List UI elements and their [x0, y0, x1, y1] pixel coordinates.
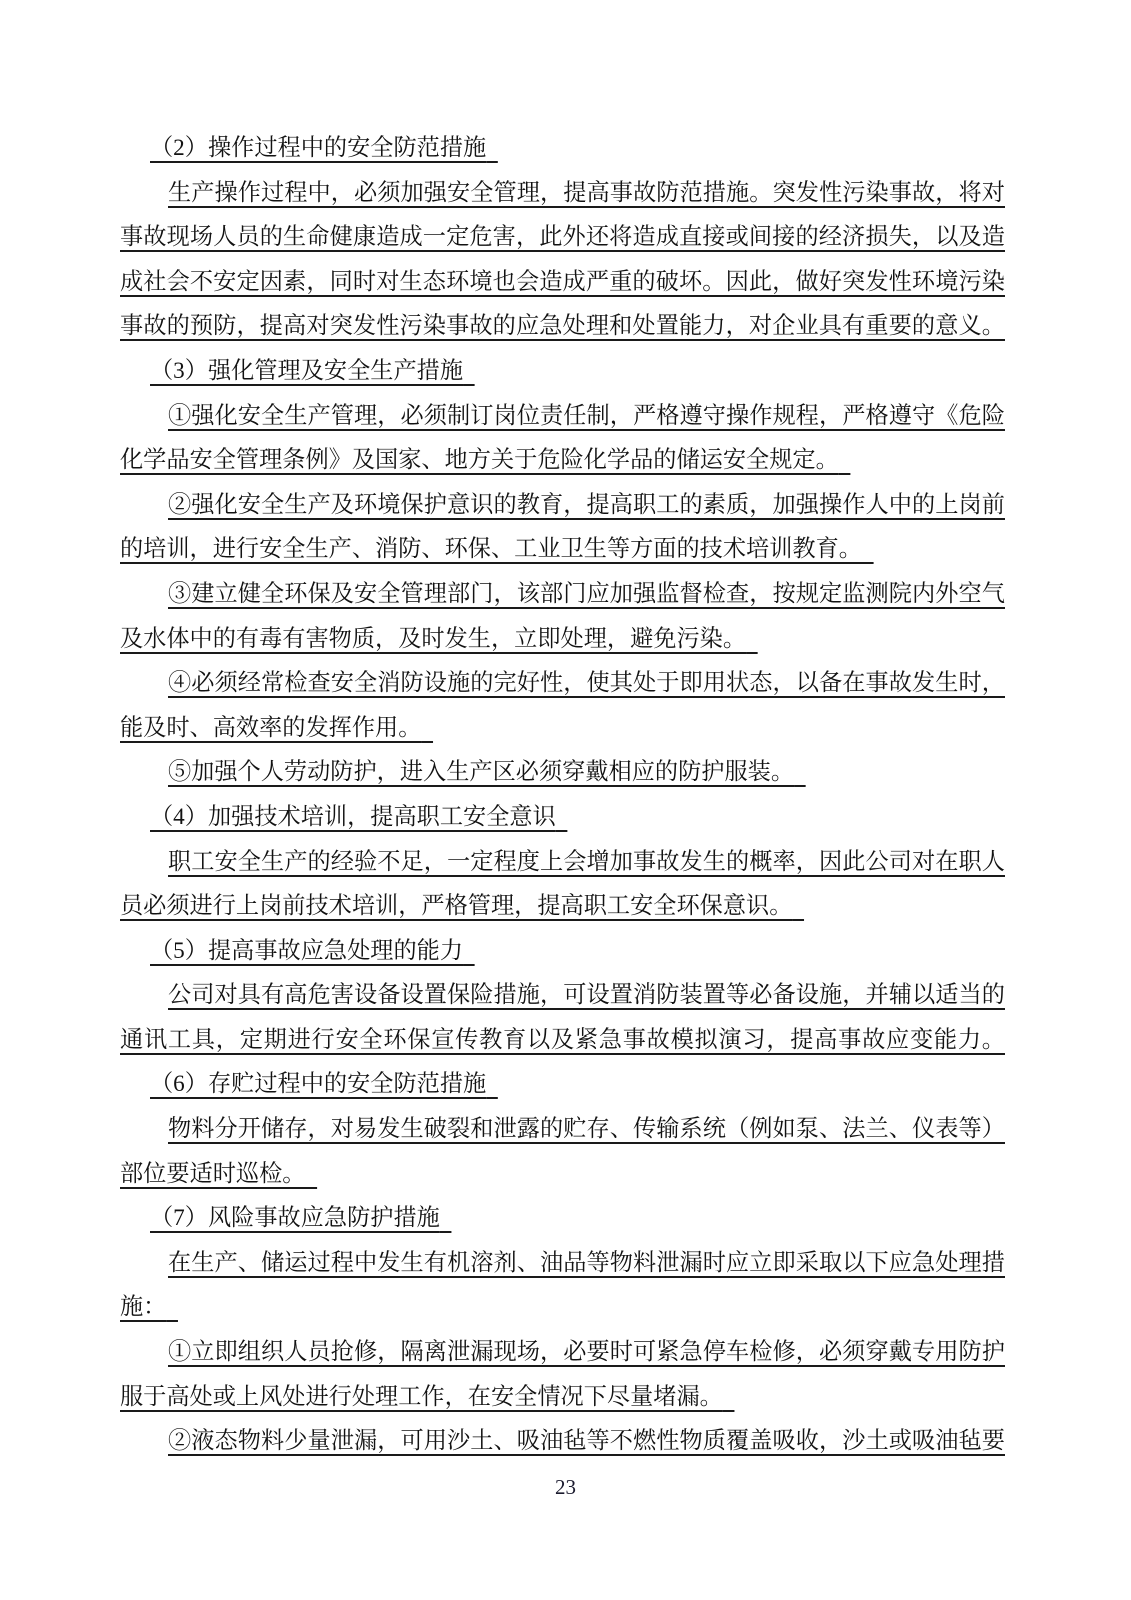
- text-line: 在生产、储运过程中发生有机溶剂、油品等物料泄漏时应立即采取以下应急处理措: [168, 1249, 1005, 1276]
- text-line: ②强化安全生产及环境保护意识的教育，提高职工的素质，加强操作人中的上岗前: [168, 491, 1005, 518]
- text-line: ①强化安全生产管理，必须制订岗位责任制，严格遵守操作规程，严格遵守《危险: [168, 402, 1005, 429]
- text-line: 生产操作过程中，必须加强安全管理，提高事故防范措施。突发性污染事故，将对: [168, 179, 1005, 206]
- text-line: 物料分开储存，对易发生破裂和泄露的贮存、传输系统（例如泵、法兰、仪表等）: [168, 1116, 1005, 1143]
- text-line: （2）操作过程中的安全防范措施: [150, 135, 487, 161]
- text-line: （7）风险事故应急防护措施: [150, 1205, 440, 1232]
- text-line: 及水体中的有毒有害物质，及时发生，立即处理，避免污染。: [120, 625, 747, 652]
- text-line: 的培训，进行安全生产、消防、环保、工业卫生等方面的技术培训教育。: [120, 536, 862, 563]
- text-line: （3）强化管理及安全生产措施: [150, 357, 464, 384]
- text-line: 事故现场人员的生命健康造成一定危害，此外还将造成直接或间接的经济损失，以及造: [120, 224, 1005, 251]
- text-line: 服于高处或上风处进行处理工作，在安全情况下尽量堵漏。: [120, 1383, 723, 1410]
- text-line: 通讯工具，定期进行安全环保宣传教育以及紧急事故模拟演习，提高事故应变能力。: [120, 1026, 1005, 1053]
- text-line: 事故的预防，提高对突发性污染事故的应急处理和处置能力，对企业具有重要的意义。: [120, 313, 1005, 340]
- page-number: 23: [555, 1475, 576, 1499]
- text-line: ②液态物料少量泄漏，可用沙土、吸油毡等不燃性物质覆盖吸收，沙土或吸油毡要: [168, 1428, 1005, 1455]
- text-line: ①立即组织人员抢修，隔离泄漏现场，必要时可紧急停车检修，必须穿戴专用防护: [168, 1339, 1005, 1366]
- text-line: ③建立健全环保及安全管理部门，该部门应加强监督检查，按规定监测院内外空气: [168, 580, 1005, 607]
- text-line: 员必须进行上岗前技术培训，严格管理，提高职工安全环保意识。: [120, 893, 793, 920]
- text-line: 成社会不安定因素，同时对生态环境也会造成严重的破坏。因此，做好突发性环境污染: [120, 268, 1005, 295]
- document-body: [120, 126, 1005, 1464]
- text-line: （6）存贮过程中的安全防范措施: [150, 1071, 487, 1098]
- text-line: 能及时、高效率的发挥作用。: [120, 714, 422, 741]
- text-line: 职工安全生产的经验不足，一定程度上会增加事故发生的概率，因此公司对在职人: [168, 848, 1005, 875]
- text-line: 施：: [120, 1294, 167, 1321]
- text-line: 部位要适时巡检。: [120, 1160, 306, 1187]
- text-line: ⑤加强个人劳动防护，进入生产区必须穿戴相应的防护服装。: [168, 759, 795, 786]
- text-line: （4）加强技术培训，提高职工安全意识: [150, 803, 556, 830]
- text-line: 公司对具有高危害设备设置保险措施，可设置消防装置等必备设施，并辅以适当的: [168, 982, 1005, 1009]
- text-line: ④必须经常检查安全消防设施的完好性，使其处于即用状态，以备在事故发生时，: [168, 670, 1005, 697]
- text-line: （5）提高事故应急处理的能力: [150, 937, 464, 964]
- text-line: 化学品安全管理条例》及国家、地方关于危险化学品的储运安全规定。: [120, 447, 839, 474]
